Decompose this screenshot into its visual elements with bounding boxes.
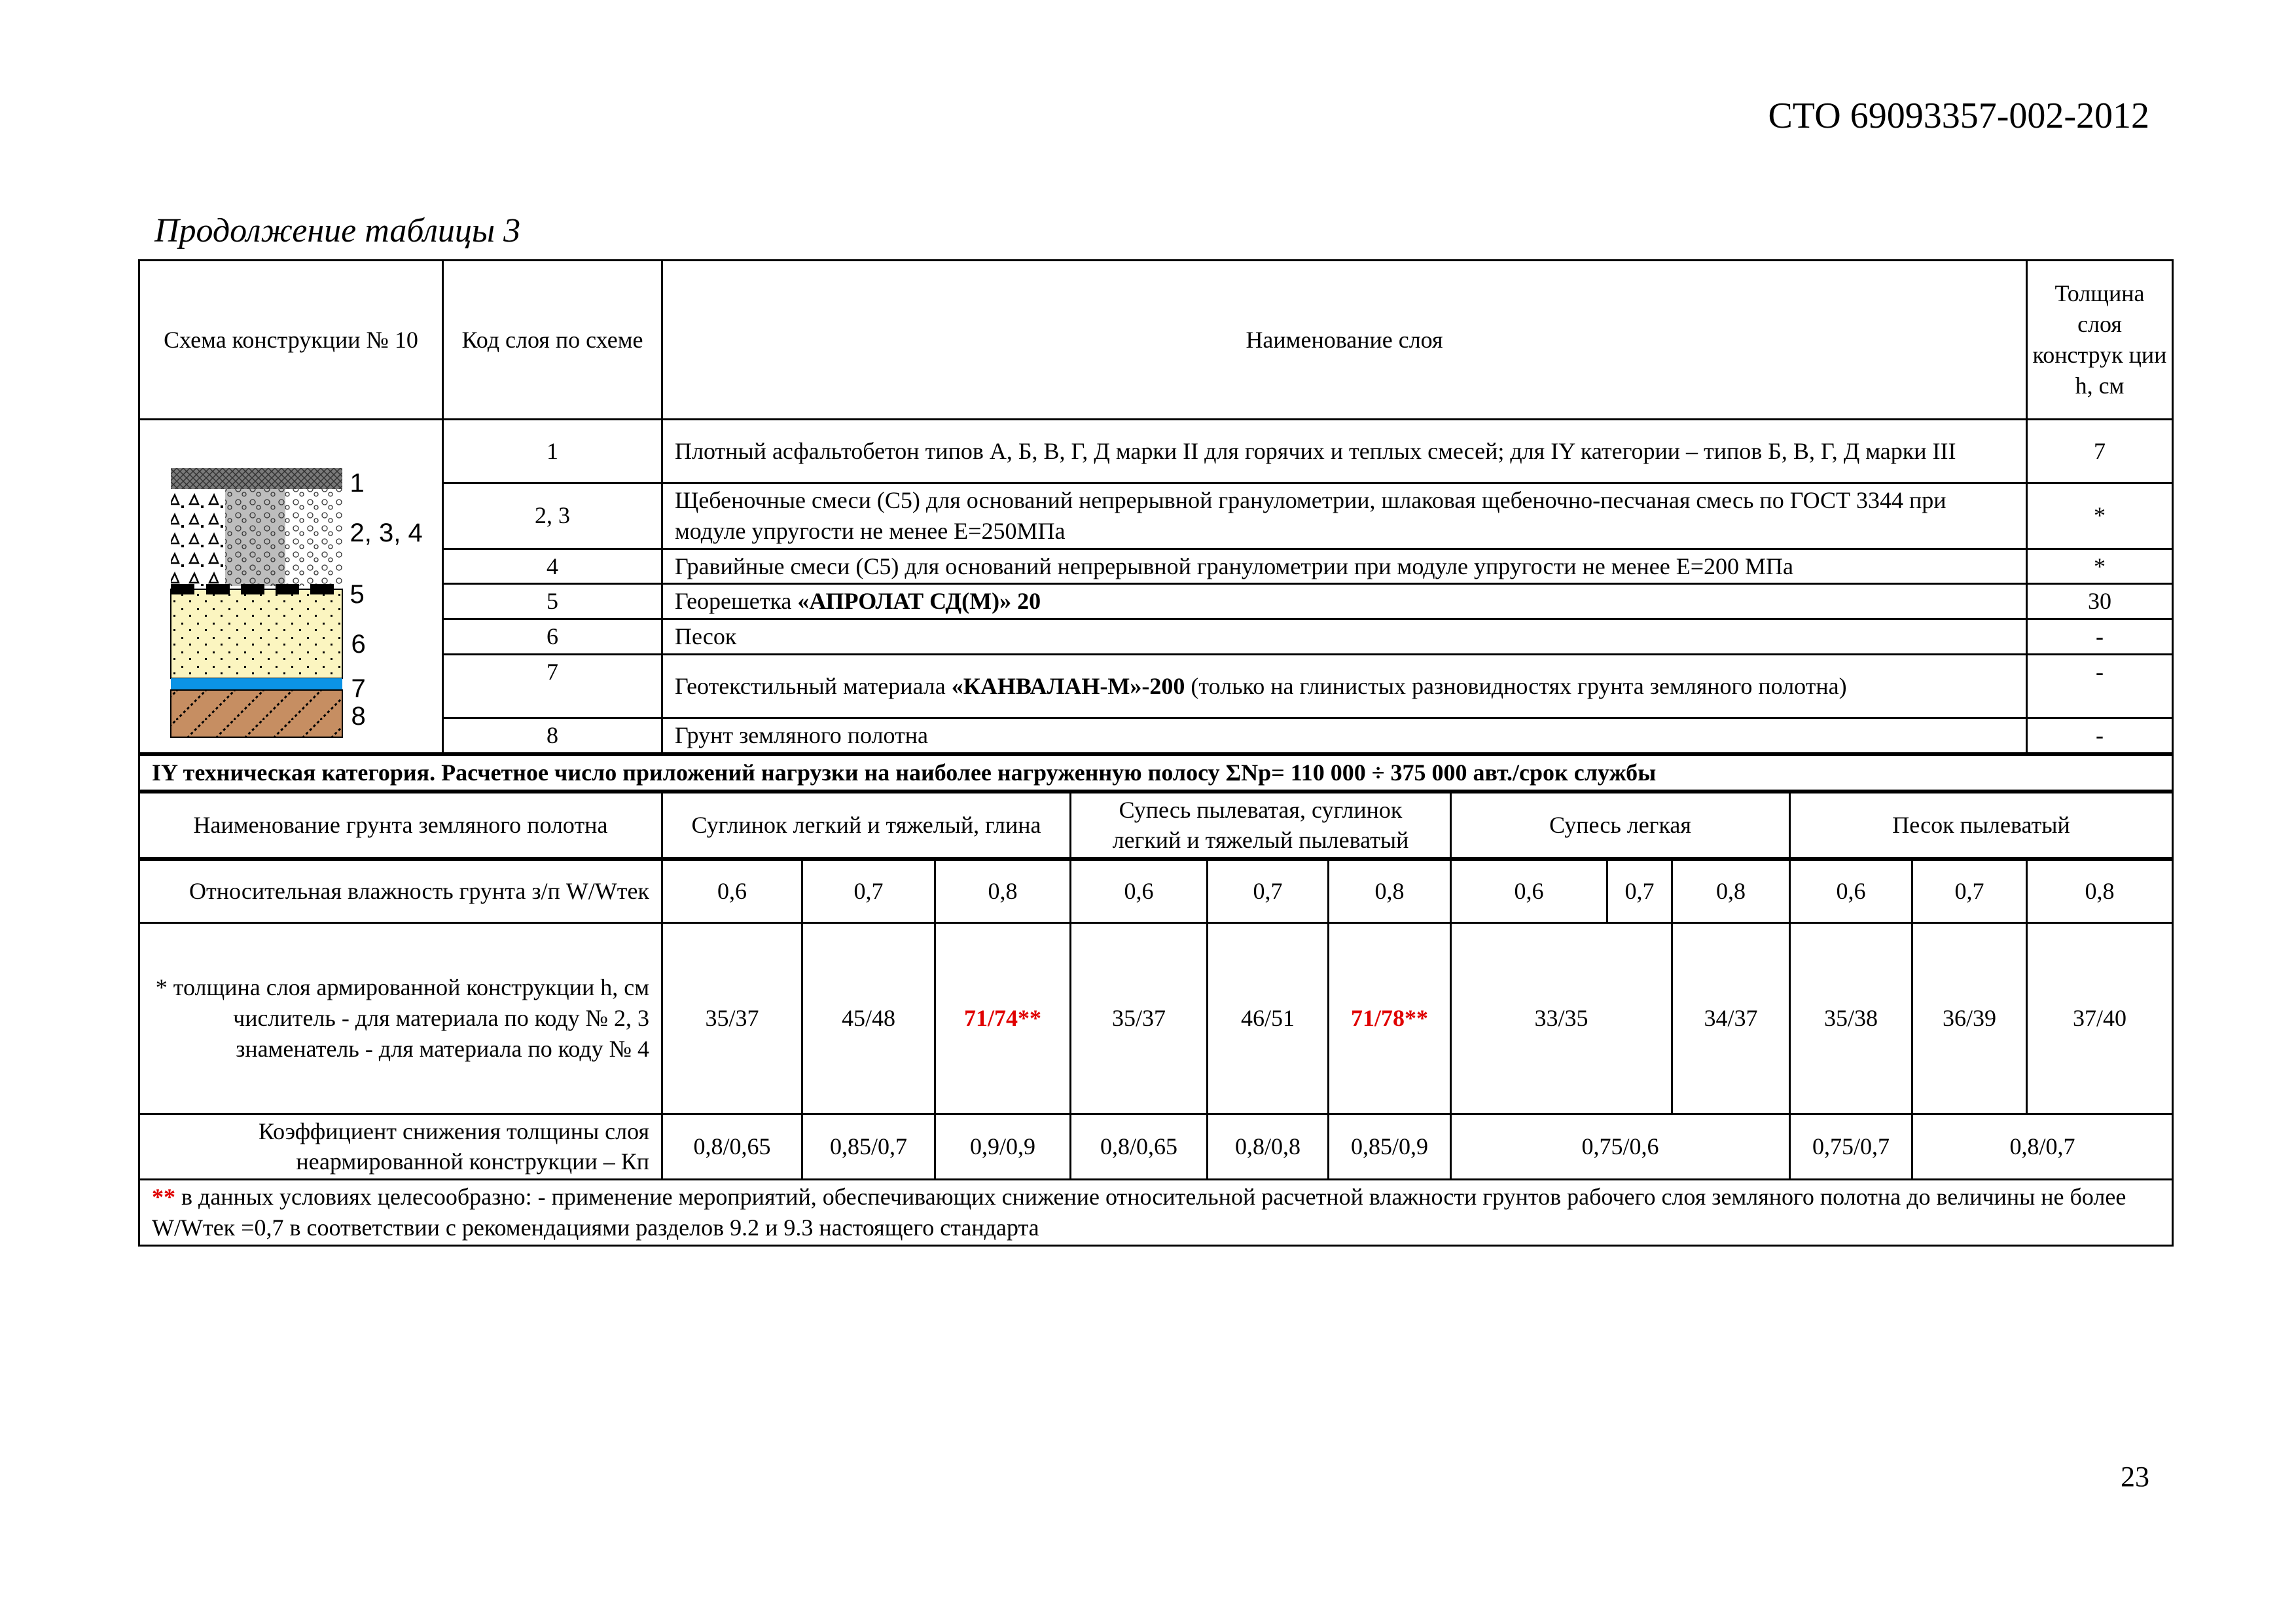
moisture-value: 0,7 xyxy=(1607,859,1672,922)
layer-thickness: - xyxy=(2027,654,2173,718)
scheme-cell xyxy=(139,420,443,754)
thickness-label xyxy=(139,922,662,1114)
layer-name: Плотный асфальтобетон типов А, Б, В, Г, Д марки II для горячих и теплых смесей; для IY категории – типов Б, В, Г, Д марки III xyxy=(662,420,2027,483)
coefficient-value: 0,8/0,65 xyxy=(1071,1114,1208,1180)
coefficient-value: 0,8/0,7 xyxy=(1912,1114,2173,1180)
thickness-header: Толщина слоя конструк ции h, см xyxy=(2027,261,2173,420)
soil-name: Песок пылеватый xyxy=(1790,792,2173,860)
pavement-layers-illustration xyxy=(147,432,435,740)
category-row xyxy=(139,754,2173,792)
thickness-value-highlighted: 71/74** xyxy=(935,922,1071,1114)
coefficient-value: 0,75/0,7 xyxy=(1790,1114,1912,1180)
layer-code: 7 xyxy=(443,654,662,718)
layer-code: 4 xyxy=(443,549,662,584)
layer-thickness: 30 xyxy=(2027,584,2173,619)
thickness-value-highlighted: 71/78** xyxy=(1329,922,1451,1114)
moisture-value: 0,6 xyxy=(1071,859,1208,922)
footnote-mark: ** xyxy=(152,1184,175,1211)
thickness-value: 45/48 xyxy=(802,922,935,1114)
layer-code: 2, 3 xyxy=(443,483,662,549)
layer-thickness: * xyxy=(2027,549,2173,584)
thickness-label-line: * толщина слоя армированной конструкции h, см xyxy=(155,974,649,1000)
thickness-value: 36/39 xyxy=(1912,922,2027,1114)
moisture-value: 0,7 xyxy=(802,859,935,922)
document-number: СТО 69093357-002-2012 xyxy=(1768,96,2149,136)
thickness-value: 35/38 xyxy=(1790,922,1912,1114)
scheme-label-6: 6 xyxy=(351,630,366,659)
layer-thickness: - xyxy=(2027,718,2173,754)
soil-row xyxy=(139,792,2173,860)
coefficient-value: 0,85/0,7 xyxy=(802,1114,935,1180)
name-header: Наименование слоя xyxy=(662,261,2027,420)
thickness-value: 35/37 xyxy=(1071,922,1208,1114)
layer-name-text: Геотекстильный материала xyxy=(675,672,952,699)
thickness-value: 35/37 xyxy=(662,922,802,1114)
table-row xyxy=(139,654,2173,718)
moisture-value: 0,6 xyxy=(662,859,802,922)
moisture-value: 0,7 xyxy=(1912,859,2027,922)
moisture-value: 0,6 xyxy=(1790,859,1912,922)
technical-category: IY техническая категория. Расчетное число приложений нагрузки на наиболее нагруженную полосу ΣNр= 110 000 ÷ 375 000 авт./срок службы xyxy=(139,754,2173,792)
layer-name: Щебеночные смеси (С5) для оснований непрерывной гранулометрии, шлаковая щебеночно-песчаная смесь по ГОСТ 3344 при модуле упругости не менее Е=250МПа xyxy=(662,483,2027,549)
thickness-value: 46/51 xyxy=(1208,922,1329,1114)
layer-name: Гравийные смеси (С5) для оснований непрерывной гранулометрии при модуле упругости не менее Е=200 МПа xyxy=(662,549,2027,584)
coefficient-value: 0,8/0,8 xyxy=(1208,1114,1329,1180)
soil-name: Супесь пылеватая, суглинок легкий и тяжелый пылеватый xyxy=(1071,792,1451,860)
layer-scheme-diagram xyxy=(147,432,435,740)
coefficient-value: 0,75/0,6 xyxy=(1451,1114,1790,1180)
soil-label: Наименование грунта земляного полотна xyxy=(139,792,662,860)
layer-code: 8 xyxy=(443,718,662,754)
construction-table xyxy=(138,259,2174,1247)
moisture-value: 0,8 xyxy=(2027,859,2173,922)
layer-thickness: 7 xyxy=(2027,420,2173,483)
moisture-value: 0,8 xyxy=(1329,859,1451,922)
numerator-label: числитель - для материала по коду № 2, 3 xyxy=(233,1004,649,1031)
footnote-text: в данных условиях целесообразно: - применение мероприятий, обеспечивающих снижение относительной расчетной влажности грунтов рабочего слоя земляного полотна до величины не более W/Wтек =0,7 в соответствии с рекомендациями разделов 9.2 и 9.3 настоящего стандарта xyxy=(152,1184,2126,1241)
scheme-label-1: 1 xyxy=(350,469,365,498)
scheme-label-7: 7 xyxy=(351,674,366,704)
table-row xyxy=(139,619,2173,655)
layer-code: 5 xyxy=(443,584,662,619)
coefficient-value: 0,85/0,9 xyxy=(1329,1114,1451,1180)
layer-name-text: Георешетка xyxy=(675,588,798,615)
note-row xyxy=(139,1180,2173,1246)
layer-name xyxy=(662,584,2027,619)
layer-thickness: - xyxy=(2027,619,2173,655)
table-row xyxy=(139,549,2173,584)
moisture-row xyxy=(139,859,2173,922)
layer-name-note: (только на глинистых разновидностях грунта земляного полотна) xyxy=(1185,672,1847,699)
product-name: «КАНВАЛАН-М»-200 xyxy=(951,672,1185,699)
product-name: «АПРОЛАТ СД(М)» 20 xyxy=(797,588,1041,615)
layer-code: 1 xyxy=(443,420,662,483)
layer-code: 6 xyxy=(443,619,662,655)
layer-name xyxy=(662,654,2027,718)
scheme-header: Схема конструкции № 10 xyxy=(139,261,443,420)
thickness-row xyxy=(139,922,2173,1114)
code-header: Код слоя по схеме xyxy=(443,261,662,420)
table-caption: Продолжение таблицы 3 xyxy=(154,212,521,249)
moisture-value: 0,8 xyxy=(1672,859,1790,922)
thickness-value: 37/40 xyxy=(2027,922,2173,1114)
layer-thickness: * xyxy=(2027,483,2173,549)
scheme-label-2-3-4: 2, 3, 4 xyxy=(350,519,423,548)
table-row xyxy=(139,718,2173,754)
moisture-value: 0,7 xyxy=(1208,859,1329,922)
page-number: 23 xyxy=(2121,1461,2149,1493)
moisture-value: 0,6 xyxy=(1451,859,1607,922)
scheme-label-8: 8 xyxy=(351,702,366,731)
coefficient-row xyxy=(139,1114,2173,1180)
moisture-label: Относительная влажность грунта з/п W/Wтек xyxy=(139,859,662,922)
layer-name: Грунт земляного полотна xyxy=(662,718,2027,754)
thickness-value: 33/35 xyxy=(1451,922,1672,1114)
thickness-value: 34/37 xyxy=(1672,922,1790,1114)
soil-name: Супесь легкая xyxy=(1451,792,1790,860)
denominator-label: знаменатель - для материала по коду № 4 xyxy=(236,1035,649,1062)
scheme-label-5: 5 xyxy=(350,580,365,610)
table-row xyxy=(139,420,2173,483)
table-row xyxy=(139,483,2173,549)
table-row xyxy=(139,584,2173,619)
coefficient-value: 0,9/0,9 xyxy=(935,1114,1071,1180)
soil-name: Суглинок легкий и тяжелый, глина xyxy=(662,792,1071,860)
layer-name: Песок xyxy=(662,619,2027,655)
footnote xyxy=(139,1180,2173,1246)
moisture-value: 0,8 xyxy=(935,859,1071,922)
header-row xyxy=(139,261,2173,420)
coefficient-label: Коэффициент снижения толщины слоя неармированной конструкции – Кп xyxy=(139,1114,662,1180)
coefficient-value: 0,8/0,65 xyxy=(662,1114,802,1180)
